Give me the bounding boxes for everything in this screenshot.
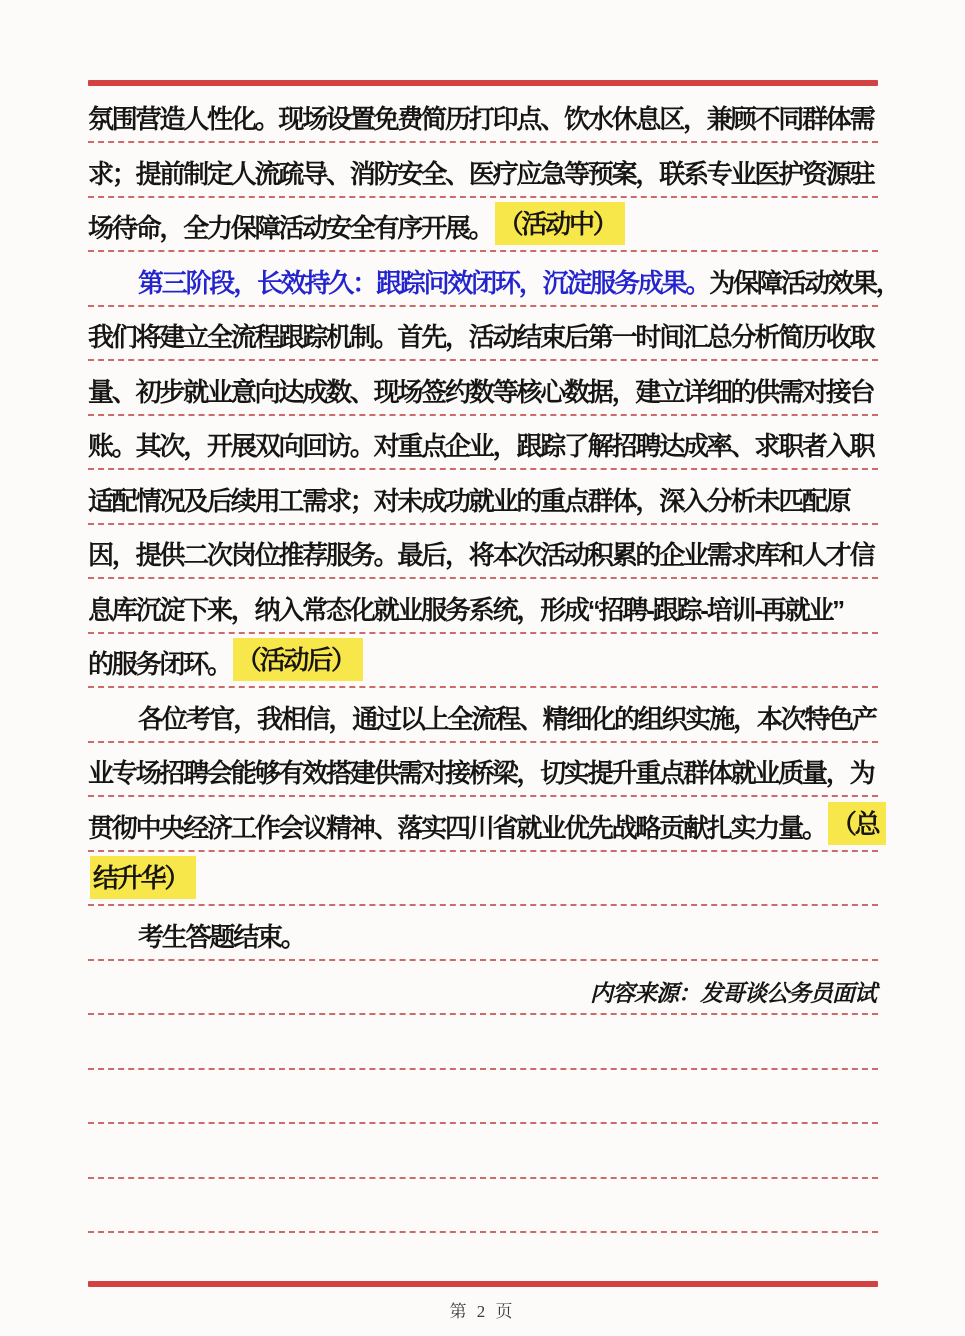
text-segment-normal: 适配情况及后续用工需求；对未成功就业的重点群体，深入分析未匹配原 — [88, 485, 850, 516]
text-segment-normal: 氛围营造人性化。现场设置免费简历打印点、饮水休息区，兼顾不同群体需 — [88, 104, 874, 134]
text-segment-normal: 求；提前制定人流疏导、消防安全、医疗应急等预案，联系专业医护资源驻 — [88, 158, 874, 189]
text-segment-normal: 因，提供二次岗位推荐服务。最后，将本次活动积累的企业需求库和人才信 — [88, 540, 874, 570]
text-segment-normal: 为保障活动效果， — [709, 267, 900, 298]
text-segment-normal: 考生答题结束。 — [138, 921, 305, 952]
text-line — [88, 906, 878, 961]
empty-ruled-line — [88, 1015, 878, 1070]
text-line — [88, 416, 878, 471]
text-segment-blue: 第三阶段，长效持久：跟踪问效闭环，沉淀服务成果。 — [138, 267, 710, 298]
ruled-rows — [88, 86, 900, 1233]
empty-ruled-line — [88, 1124, 878, 1179]
text-line — [88, 307, 878, 362]
text-segment-normal: 贯彻中央经济工作会议精神、落实四川省就业优先战略贡献扎实力量。 — [88, 812, 826, 843]
text-line — [88, 688, 878, 743]
text-segment-source: 内容来源：发哥谈公务员面试 — [590, 980, 876, 1006]
text-line — [88, 634, 878, 689]
text-segment-normal: 场待命，全力保障活动安全有序开展。 — [88, 213, 493, 243]
text-line — [88, 361, 878, 416]
text-line — [88, 470, 878, 525]
text-line — [88, 743, 878, 798]
text-segment-highlight: 结升华） — [90, 856, 196, 899]
text-line — [88, 525, 878, 580]
text-segment-highlight: （活动中） — [495, 202, 625, 245]
text-line — [88, 143, 878, 198]
text-line — [88, 961, 878, 1016]
bottom-rule-line — [88, 1281, 878, 1287]
document-content — [88, 80, 900, 1287]
text-segment-highlight: （总 — [828, 802, 887, 845]
empty-ruled-line — [88, 1179, 878, 1234]
text-segment-normal: 各位考官，我相信，通过以上全流程、精细化的组织实施，本次特色产 — [138, 703, 876, 734]
text-line — [88, 86, 878, 143]
text-segment-normal: 账。其次，开展双向回访。对重点企业，跟踪了解招聘达成率、求职者入职 — [88, 431, 874, 461]
text-segment-normal: 息库沉淀下来，纳入常态化就业服务系统，形成“招聘-跟踪-培训-再就业” — [88, 594, 843, 625]
text-line — [88, 198, 878, 253]
text-line — [88, 579, 878, 634]
text-line — [88, 252, 900, 307]
text-line — [88, 797, 878, 852]
bottom-spacer — [88, 1233, 878, 1281]
text-segment-normal: 业专场招聘会能够有效搭建供需对接桥梁，切实提升重点群体就业质量，为 — [88, 758, 874, 788]
page-number: 第 2 页 — [449, 1302, 516, 1321]
text-segment-normal: 的服务闭环。 — [88, 649, 231, 679]
text-line — [88, 852, 878, 907]
text-segment-normal: 我们将建立全流程跟踪机制。首先，活动结束后第一时间汇总分析简历收取 — [88, 322, 874, 352]
text-segment-highlight: （活动后） — [233, 638, 363, 681]
empty-ruled-line — [88, 1070, 878, 1125]
text-segment-normal: 量、初步就业意向达成数、现场签约数等核心数据，建立详细的供需对接台 — [88, 376, 874, 407]
